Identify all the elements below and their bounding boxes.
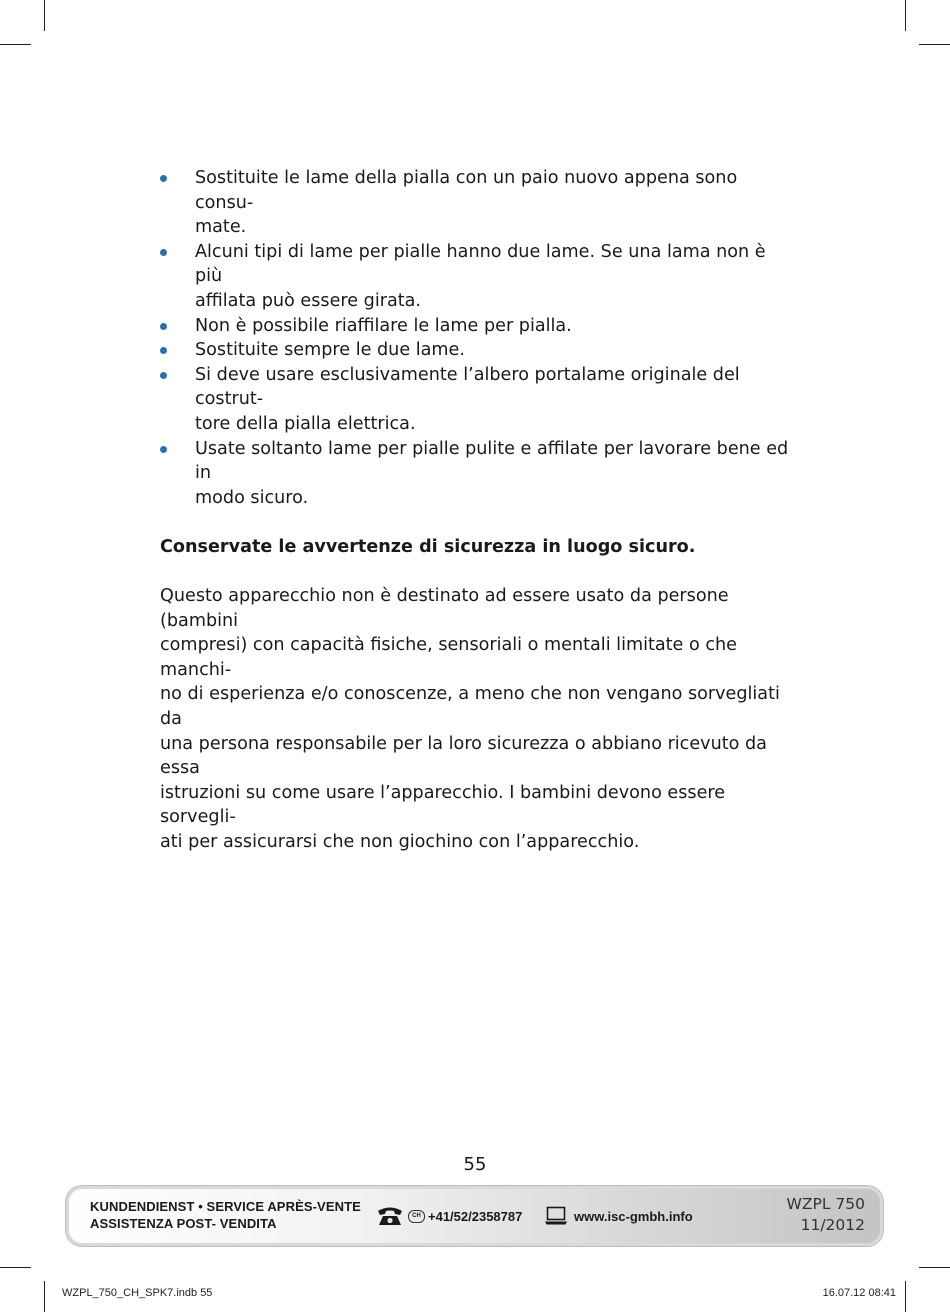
website-link: www.isc-gmbh.info bbox=[574, 1208, 693, 1224]
crop-mark bbox=[919, 1267, 950, 1268]
paragraph-line: Questo apparecchio non è destinato ad essere usato da persone (bambini bbox=[160, 586, 729, 631]
phone-number: +41/52/2358787 bbox=[428, 1208, 523, 1224]
list-item-line: Alcuni tipi di lame per pialle hanno due lame. Se una lama non è più bbox=[195, 241, 766, 287]
model-info bbox=[787, 1194, 865, 1236]
list-item bbox=[160, 338, 790, 363]
crop-mark bbox=[905, 0, 906, 31]
page-number: 55 bbox=[463, 1154, 487, 1175]
bullet-icon bbox=[160, 323, 167, 330]
list-item-line: tore della pialla elettrica. bbox=[195, 413, 416, 434]
bullet-icon bbox=[160, 372, 167, 379]
list-item bbox=[160, 240, 790, 314]
paragraph-line: no di esperienza e/o conoscenze, a meno che non vengano sorvegliati da bbox=[160, 684, 780, 730]
bullet-icon bbox=[160, 175, 167, 182]
crop-mark bbox=[919, 44, 950, 45]
list-item-line: modo sicuro. bbox=[195, 487, 309, 508]
paragraph-line: una persona responsabile per la loro sicurezza o abbiano ricevuto da essa bbox=[160, 733, 767, 779]
service-footer bbox=[66, 1186, 883, 1246]
list-item-line: affilata può essere girata. bbox=[195, 290, 421, 311]
paragraph-line: istruzioni su come usare l’apparecchio. I bambini devono essere sorvegli- bbox=[160, 782, 726, 828]
country-badge: CH bbox=[408, 1210, 425, 1223]
phone-contact bbox=[376, 1204, 522, 1228]
service-line: ASSISTENZA POST- VENDITA bbox=[90, 1216, 277, 1231]
bullet-icon bbox=[160, 249, 167, 256]
telephone-icon bbox=[376, 1205, 404, 1227]
bullet-icon bbox=[160, 446, 167, 453]
list-item bbox=[160, 363, 790, 437]
list-item-line: Si deve usare esclusivamente l’albero portalame originale del costrut- bbox=[195, 364, 740, 410]
crop-mark bbox=[44, 1281, 45, 1312]
laptop-icon bbox=[544, 1206, 568, 1226]
model-number: WZPL 750 bbox=[786, 1195, 865, 1213]
print-slug-timestamp: 16.07.12 08:41 bbox=[822, 1287, 896, 1299]
paragraph-line: ati per assicurarsi che non giochino con l’apparecchio. bbox=[160, 832, 640, 853]
list-item bbox=[160, 166, 790, 240]
crop-mark bbox=[0, 44, 31, 45]
service-label bbox=[90, 1198, 361, 1232]
main-content bbox=[160, 166, 790, 855]
print-slug-file: WZPL_750_CH_SPK7.indb 55 bbox=[62, 1287, 213, 1299]
list-item-line: mate. bbox=[195, 217, 247, 238]
edition-date: 11/2012 bbox=[800, 1216, 865, 1234]
bullet-list bbox=[160, 166, 790, 510]
list-item-line: Sostituite sempre le due lame. bbox=[195, 340, 465, 361]
list-item bbox=[160, 314, 790, 339]
paragraph-line: compresi) con capacità fisiche, sensoriali o mentali limitate o che manchi- bbox=[160, 635, 737, 680]
body-paragraph bbox=[160, 584, 790, 855]
list-item-line: Non è possibile riaffilare le lame per pialla. bbox=[195, 315, 572, 336]
bullet-icon bbox=[160, 347, 167, 354]
crop-mark bbox=[905, 1281, 906, 1312]
section-heading: Conservate le avvertenze di sicurezza in luogo sicuro. bbox=[160, 536, 696, 557]
crop-mark bbox=[0, 1267, 31, 1268]
list-item bbox=[160, 437, 790, 511]
list-item-line: Usate soltanto lame per pialle pulite e affilate per lavorare bene ed in bbox=[195, 438, 789, 484]
web-contact bbox=[544, 1204, 693, 1228]
service-line: KUNDENDIENST • SERVICE APRÈS-VENTE bbox=[90, 1199, 361, 1214]
list-item-line: Sostituite le lame della pialla con un paio nuovo appena sono consu- bbox=[195, 168, 738, 213]
crop-mark bbox=[44, 0, 45, 31]
